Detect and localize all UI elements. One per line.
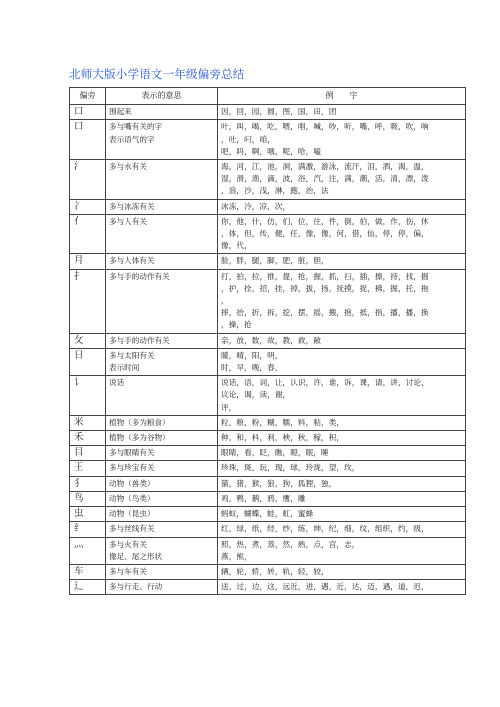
meaning-line: 多与丝线有关	[109, 524, 155, 534]
radical-cell: 车	[70, 564, 106, 579]
table-row	[70, 214, 466, 254]
table-row	[70, 348, 466, 375]
meaning-cell	[106, 476, 218, 491]
table-row	[70, 254, 466, 269]
examples-cell	[218, 120, 466, 160]
table-row	[70, 376, 466, 416]
meaning-cell	[106, 120, 218, 160]
examples-cell	[218, 376, 466, 416]
examples-cell	[218, 476, 466, 491]
meaning-line: 多与人有关	[109, 216, 147, 226]
meaning-line: 多与嘴有关的字	[109, 122, 163, 132]
examples-line: 红，绿，纸，经，纱，练，绅，纪，细，纹，组织，约，级，	[221, 524, 429, 534]
page-title: 北师大版小学语文一年级偏旁总结	[69, 67, 245, 81]
examples-cell	[218, 522, 466, 537]
radical-cell: 辶	[70, 580, 106, 595]
table-row	[70, 446, 466, 461]
meaning-cell	[106, 415, 218, 430]
examples-line: 打，拍，拉，推，提，抢，握，抓，扫，插，擦，持，找，掘	[221, 271, 429, 281]
meaning-line: 多与太阳有关	[109, 350, 155, 360]
meaning-line: 植物（多为粮食）	[109, 417, 170, 427]
meaning-cell	[106, 431, 218, 446]
radical-cell: 口	[70, 105, 106, 120]
radical-cell: 日	[70, 348, 106, 375]
examples-line: 燕，熊，	[221, 551, 252, 561]
radical-cell: 口	[70, 120, 106, 160]
meaning-cell	[106, 491, 218, 506]
examples-line: 因，回，园，圆，图，国，田，团	[221, 107, 337, 117]
table-row	[70, 415, 466, 430]
meaning-cell	[106, 461, 218, 476]
meaning-cell	[106, 269, 218, 333]
meaning-cell	[106, 537, 218, 564]
examples-line: 湿，滑，渔，滴，波，浴，汽，注，满，潮，活，清，漂，泼	[221, 174, 429, 184]
radical-cell: 犭	[70, 476, 106, 491]
table-row	[70, 160, 466, 200]
table-row	[70, 507, 466, 522]
examples-line: 海，河，江，池，洞，满激，游泳，流汗，泪，洒，渴，温，	[221, 162, 429, 172]
header-examples: 例 字	[218, 88, 466, 105]
examples-line: ，浪，沙，浅，淋，跑，治，法	[221, 186, 329, 196]
radical-cell: 扌	[70, 269, 106, 333]
meaning-line: 表示语气的字	[109, 134, 155, 144]
radical-cell: 氵	[70, 160, 106, 200]
radical-cell: 灬	[70, 537, 106, 564]
examples-line: 粒，粮，粉，糊，糯，料，粘，类，	[221, 417, 345, 427]
examples-line: 种，和，科，利，秧，秋，稼，积，	[221, 433, 345, 443]
meaning-cell	[106, 522, 218, 537]
radical-cell: 禾	[70, 431, 106, 446]
examples-line: 珍珠，斑，玩，现，球，玲珑，望，玫，	[221, 463, 360, 473]
examples-line: 送，过，边，这，远近，进，遇，近，达，迈，遇，道，迟，	[221, 582, 429, 592]
radical-cell: 王	[70, 461, 106, 476]
examples-line: 辆，轮，轿，转，轨，轻，较，	[221, 566, 329, 576]
meaning-line: 围起来	[109, 107, 132, 117]
examples-cell	[218, 160, 466, 200]
examples-cell	[218, 564, 466, 579]
examples-line: 暖，晴，阳，明，	[221, 350, 283, 360]
examples-cell	[218, 431, 466, 446]
table-row	[70, 105, 466, 120]
table-row	[70, 199, 466, 214]
meaning-line: 多与人体有关	[109, 256, 155, 266]
examples-cell	[218, 580, 466, 595]
table-row	[70, 537, 466, 564]
examples-line: ，体，但，传，健，任，像，像，何，借，仙，停，停，偏，	[221, 229, 429, 239]
radical-cell: 鸟	[70, 491, 106, 506]
table-row	[70, 580, 466, 595]
header-radical: 偏旁	[70, 88, 106, 105]
meaning-line: 多与冰冻有关	[109, 201, 155, 211]
radical-cell: 亻	[70, 214, 106, 254]
meaning-cell	[106, 446, 218, 461]
examples-cell	[218, 415, 466, 430]
radical-cell: 讠	[70, 376, 106, 416]
meaning-cell	[106, 376, 218, 416]
meaning-cell	[106, 333, 218, 348]
examples-cell	[218, 333, 466, 348]
examples-line: 脸，胖，腿，脚，肥，脏，胆，	[221, 256, 329, 266]
examples-cell	[218, 537, 466, 564]
radical-cell: 月	[70, 254, 106, 269]
examples-cell	[218, 491, 466, 506]
examples-line: 评，	[221, 402, 237, 412]
examples-line: ，吐，叼，咱，	[221, 134, 275, 144]
meaning-line: 动物（鸟类）	[109, 493, 155, 503]
radical-cell: 攵	[70, 333, 106, 348]
examples-line: 说话，语，词，让，认识，许，谁，诉，课，请，讲，讨论，	[221, 378, 429, 388]
meaning-line: 多与手的动作有关	[109, 271, 170, 281]
table-row	[70, 491, 466, 506]
examples-line: 亲，放，数，故，教，救，敞	[221, 335, 322, 345]
table-row	[70, 476, 466, 491]
meaning-line: 多与车有关	[109, 566, 147, 576]
examples-cell	[218, 348, 466, 375]
examples-line: 冰冻，冷，凉，次，	[221, 201, 291, 211]
meaning-cell	[106, 507, 218, 522]
examples-line: 眼睛，看，眨，瞧，瞪，眠，睡	[221, 448, 329, 458]
meaning-line: 多与行走、行动	[109, 582, 163, 592]
examples-line: 像，代，	[221, 241, 252, 251]
radical-cell: 纟	[70, 522, 106, 537]
radical-table	[69, 87, 466, 595]
examples-line: 你，他，什，仿，们，位，住，件，倒，伯，做，作，伤，休	[221, 216, 429, 226]
table-row	[70, 461, 466, 476]
examples-line: ，护，拴，招，挂，掉，拔，扬，抚摸，捉，拂，掘，托，拖	[221, 283, 429, 293]
meaning-cell	[106, 348, 218, 375]
examples-line: 照，热，煮，蒸，然，熟，点，宫，志，	[221, 539, 360, 549]
table-header-row	[70, 88, 466, 105]
radical-cell: 虫	[70, 507, 106, 522]
examples-cell	[218, 461, 466, 476]
meaning-line: 多与眼睛有关	[109, 448, 155, 458]
radical-cell: 米	[70, 415, 106, 430]
examples-line: 猫，猪，猴，狼，狗，狐狸，独，	[221, 478, 337, 488]
examples-line: 蚂蚁，蝴蝶，蛙，虹，蜜蜂	[221, 509, 314, 519]
examples-line: 鸡，鸭，鹅，鸦，鹰，雕	[221, 493, 306, 503]
examples-line: 时，早，晚，春，	[221, 363, 283, 373]
meaning-line: 植物（多为谷物）	[109, 433, 170, 443]
meaning-line: 像足、尾之形状	[109, 551, 163, 561]
radical-cell: 冫	[70, 199, 106, 214]
examples-cell	[218, 199, 466, 214]
meaning-cell	[106, 214, 218, 254]
examples-line: 摔，抬，折，拆，挖，摆，摇，搬，抱，抵，指，播，播，换	[221, 308, 429, 318]
table-row	[70, 120, 466, 160]
meaning-cell	[106, 160, 218, 200]
examples-cell	[218, 507, 466, 522]
meaning-line: 多与手的动作有关	[109, 335, 170, 345]
examples-cell	[218, 105, 466, 120]
examples-cell	[218, 214, 466, 254]
meaning-line: 表示时间	[109, 363, 140, 373]
table-row	[70, 333, 466, 348]
examples-line: 叶，叫，喝，吃，喂，唱，喊，吵，听，嘴，呼，吸，吹，响	[221, 122, 429, 132]
meaning-cell	[106, 564, 218, 579]
examples-line: ，操，抢	[221, 320, 252, 330]
meaning-line: 多与火有关	[109, 539, 147, 549]
meaning-line: 多与水有关	[109, 162, 147, 172]
meaning-line: 动物（昆虫）	[109, 509, 155, 519]
meaning-cell	[106, 254, 218, 269]
table-row	[70, 522, 466, 537]
meaning-line: 说话	[109, 378, 125, 388]
examples-line: 吧，吗，啊，哦，呢，哈，嗑	[221, 146, 322, 156]
meaning-cell	[106, 199, 218, 214]
radical-cell: 目	[70, 446, 106, 461]
header-meaning: 表示的意思	[106, 88, 218, 105]
meaning-cell	[106, 105, 218, 120]
examples-line: ，	[221, 296, 229, 306]
table-row	[70, 431, 466, 446]
meaning-line: 动物（兽类）	[109, 478, 155, 488]
examples-cell	[218, 269, 466, 333]
examples-line: 议论，谒，读，谢，	[221, 390, 291, 400]
table-row	[70, 269, 466, 333]
table-row	[70, 564, 466, 579]
meaning-cell	[106, 580, 218, 595]
meaning-line: 多与珍宝有关	[109, 463, 155, 473]
examples-cell	[218, 446, 466, 461]
examples-cell	[218, 254, 466, 269]
